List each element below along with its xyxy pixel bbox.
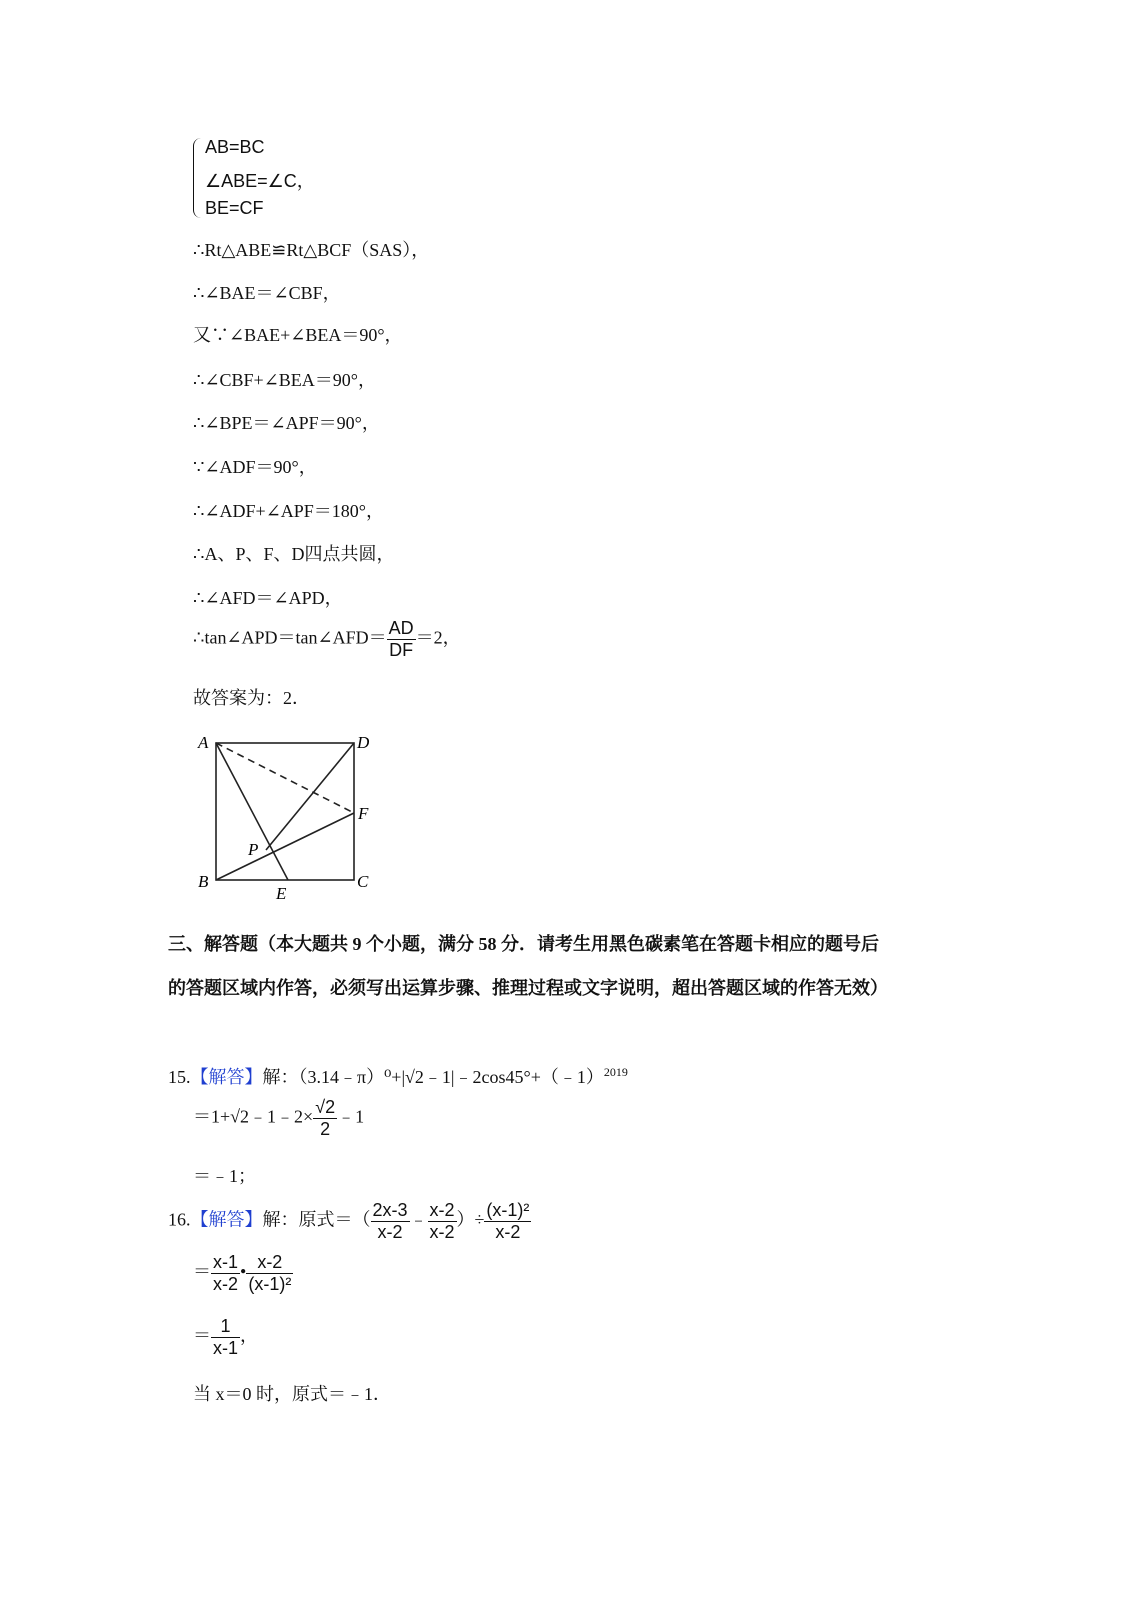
- proof-line: ∵∠ADF＝90°，: [193, 457, 317, 477]
- denominator: x-2: [213, 1274, 239, 1294]
- proof-line: ∴Rt△ABE≌Rt△BCF（SAS），: [193, 240, 430, 260]
- proof-line: 又∵∠BAE+∠BEA＝90°，: [193, 325, 403, 345]
- tan-prefix: ∴tan∠APD＝tan∠AFD＝: [193, 627, 387, 648]
- step-text: ﹣1: [337, 1106, 365, 1127]
- numerator: √2: [315, 1097, 336, 1117]
- step-text: ＝1+√2﹣1﹣2×: [193, 1106, 314, 1127]
- solution-label: 解：: [262, 1067, 299, 1087]
- proof-line: ∴∠AFD＝∠APD，: [193, 588, 343, 608]
- fraction: [246, 1252, 293, 1295]
- punctuation: ，: [240, 1325, 259, 1346]
- fraction: [313, 1097, 337, 1140]
- label-p: P: [248, 840, 259, 859]
- segment-ae: [216, 743, 288, 880]
- label-f: F: [358, 804, 369, 823]
- q16-step1: [193, 1252, 293, 1295]
- proof-line: ∴∠BPE＝∠APF＝90°，: [193, 413, 380, 433]
- numerator: x-1: [213, 1252, 239, 1272]
- system-line: ∠ABE=∠C，: [205, 171, 315, 191]
- answer-tag: 【解答】: [190, 1209, 263, 1230]
- numerator: (x-1)²: [486, 1200, 530, 1220]
- denominator: x-1: [213, 1338, 239, 1358]
- exponent: 2019: [603, 1065, 628, 1079]
- proof-line: ∴∠CBF+∠BEA＝90°，: [193, 370, 376, 390]
- numerator: AD: [388, 618, 414, 638]
- operator: •: [240, 1261, 247, 1282]
- question-number: 16.: [168, 1209, 191, 1230]
- segment-bf: [216, 813, 354, 880]
- proof-line: ∴∠BAE＝∠CBF，: [193, 283, 341, 303]
- label-b: B: [198, 872, 209, 891]
- operator: ﹣: [409, 1209, 428, 1230]
- equals: ＝: [193, 1325, 211, 1346]
- denominator: DF: [389, 640, 414, 660]
- fraction: [387, 618, 416, 661]
- proof-line: ∴∠ADF+∠APF＝180°，: [193, 501, 384, 521]
- operator: ）÷: [456, 1209, 485, 1230]
- fraction: [211, 1252, 240, 1295]
- fraction: [484, 1200, 531, 1243]
- numerator: x-2: [429, 1200, 455, 1220]
- system-line: AB=BC: [205, 137, 265, 157]
- q16-step2: [193, 1316, 258, 1359]
- denominator: (x-1)²: [248, 1274, 292, 1294]
- tan-suffix: ＝2，: [415, 627, 461, 648]
- numerator: x-2: [246, 1252, 293, 1274]
- fraction: [211, 1316, 240, 1359]
- question-number: 15.: [168, 1067, 191, 1087]
- fraction: [371, 1200, 410, 1243]
- q15-step1: [193, 1097, 364, 1140]
- q16-line: [168, 1200, 531, 1243]
- section-heading-cont: 的答题区域内作答，必须写出运算步骤、推理过程或文字说明，超出答题区域的作答无效）: [168, 978, 888, 998]
- proof-line: ∴A、P、F、D四点共圆，: [193, 544, 395, 564]
- q15-step2: ＝﹣1；: [193, 1166, 256, 1186]
- brace: [193, 138, 204, 218]
- numerator: 2x-3: [372, 1200, 408, 1220]
- q15-expression: （3.14﹣π）⁰+|√2﹣1|﹣2cos45°+（﹣1）: [298, 1067, 604, 1087]
- answer-tag: 【解答】: [190, 1067, 263, 1087]
- label-c: C: [357, 872, 369, 891]
- solution-label: 解：原式＝（: [262, 1209, 371, 1230]
- q15-line: [168, 1063, 628, 1089]
- numerator: 1: [211, 1316, 240, 1338]
- system-line: BE=CF: [205, 198, 264, 218]
- label-a: A: [198, 733, 209, 752]
- denominator: x-2: [377, 1222, 403, 1242]
- denominator: 2: [320, 1119, 331, 1139]
- denominator: x-2: [495, 1222, 521, 1242]
- segment-af-dashed: [216, 743, 354, 813]
- square-abcd: [216, 743, 354, 880]
- tan-line: [193, 618, 461, 661]
- section-heading: 三、解答题（本大题共 9 个小题，满分 58 分．请考生用黑色碳素笔在答题卡相应的题号后: [168, 934, 879, 954]
- denominator: x-2: [429, 1222, 455, 1242]
- q16-final: 当 x＝0 时，原式＝﹣1．: [193, 1384, 391, 1404]
- label-d: D: [357, 733, 370, 752]
- answer-line: 故答案为：2．: [193, 688, 310, 708]
- geometry-figure: [190, 725, 390, 905]
- fraction: [428, 1200, 457, 1243]
- label-e: E: [276, 884, 287, 903]
- equals: ＝: [193, 1261, 211, 1282]
